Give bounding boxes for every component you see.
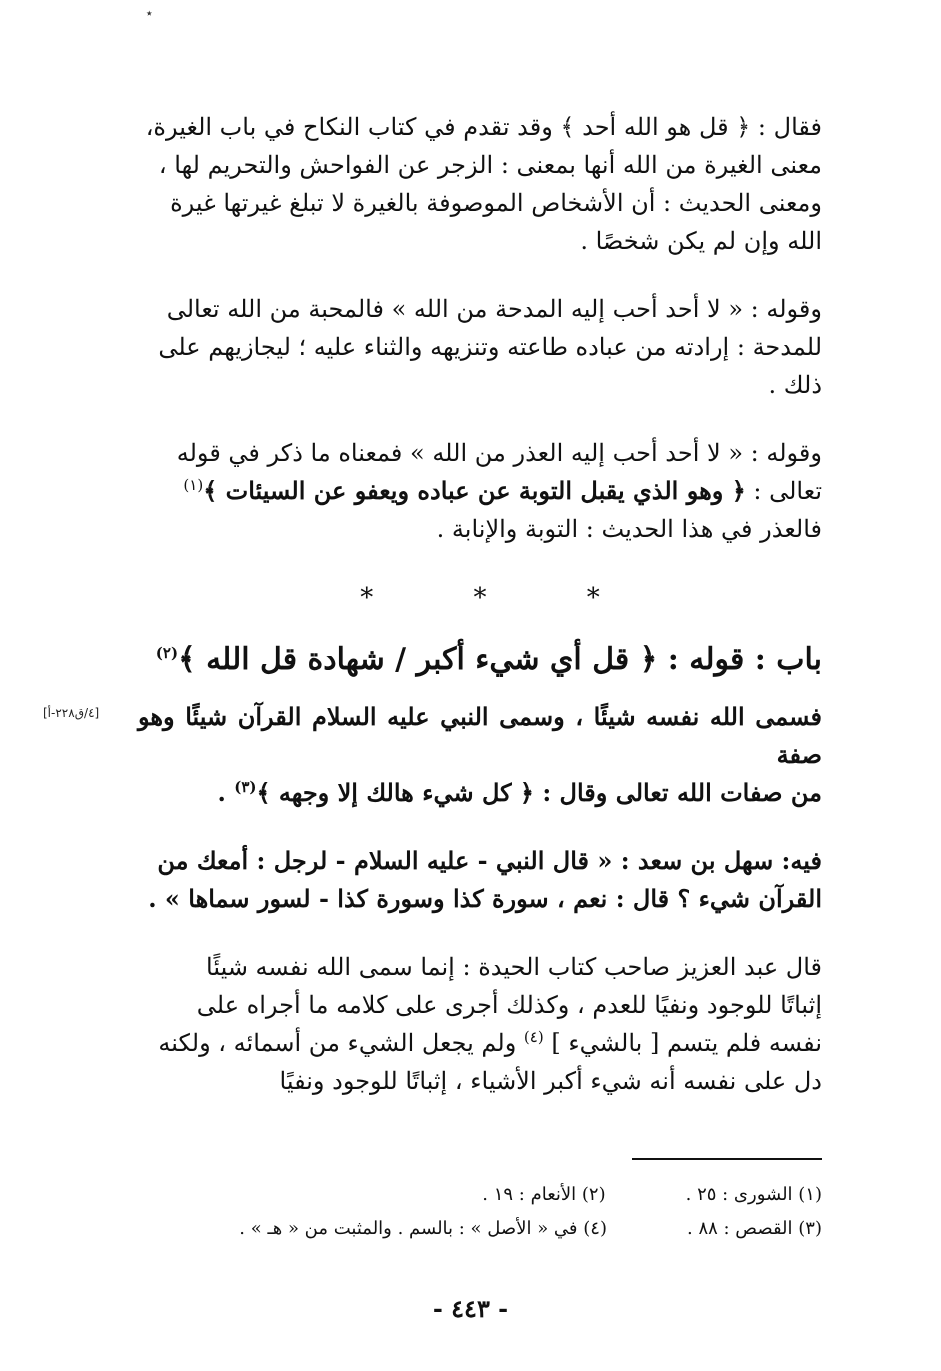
text-line: للمدحة : إرادته من عباده طاعته وتنزيهه والثناء عليه ؛ ليجازيهم على <box>158 333 822 361</box>
manuscript-folio-reference: [٤/ق٢٢٨-أ] <box>43 706 100 720</box>
footnote-row <box>180 1178 822 1212</box>
text-line: الله وإن لم يكن شخصًا . <box>580 227 822 255</box>
text-line: معنى الغيرة من الله أنها بمعنى : الزجر عن الفواحش والتحريم لها ، <box>158 151 822 179</box>
text-line: دل على نفسه أنه شيء أكبر الأشياء ، إثباتًا للوجود ونفيًا <box>279 1067 822 1095</box>
chapter-title-text: باب : قوله : ﴿ قل أي شيء أكبر / شهادة قل الله ﴾ <box>178 642 822 677</box>
text-line <box>138 472 822 510</box>
page-body <box>138 108 822 1100</box>
text-span: ولم يجعل الشيء من أسمائه ، ولكنه <box>158 1029 524 1057</box>
paragraph-5 <box>138 842 822 918</box>
text-line: فيه: سهل بن سعد : « قال النبي - عليه السلام - لرجل : أمعك من <box>157 846 822 875</box>
text-line: وقوله : « لا أحد أحب إليه المدحة من الله » فالمحبة من الله تعالى <box>166 295 822 323</box>
chapter-title <box>138 636 822 684</box>
paragraph-1 <box>138 108 822 260</box>
footnote-separator <box>632 1158 822 1160</box>
footnote-4: (٤) في « الأصل » : بالسم . والمثبت من « هـ » . <box>239 1218 607 1239</box>
footnotes <box>180 1178 822 1246</box>
section-divider-stars: * * * <box>360 583 646 613</box>
quran-quote: ﴿ وهو الذي يقبل التوبة عن عباده ويعفو عن السيئات ﴾ <box>203 476 746 505</box>
text-line: قال عبد العزيز صاحب كتاب الحيدة : إنما سمى الله نفسه شيئًا <box>206 953 822 981</box>
text-line: ذلك . <box>768 371 822 399</box>
paragraph-6 <box>138 948 822 1100</box>
footnote-marker: (٣) <box>234 778 257 796</box>
text-line <box>138 774 822 812</box>
footnote-row <box>180 1212 822 1246</box>
paragraph-3 <box>138 434 822 548</box>
paragraph-4 <box>138 698 822 812</box>
text-span: نفسه فلم يتسم [ بالشيء ] <box>543 1029 822 1057</box>
footnote-1: (١) الشورى : ٢٥ . <box>685 1184 822 1205</box>
text-span: . <box>217 778 235 807</box>
text-line: فسمى الله نفسه شيئًا ، وسمى النبي عليه السلام القرآن شيئًا وهو صفة <box>138 702 822 769</box>
page-number: - ٤٤٣ - <box>432 1294 509 1323</box>
footnote-marker: (٢) <box>155 644 179 662</box>
text-line: ومعنى الحديث : أن الأشخاص الموصوفة بالغيرة لا تبلغ غيرتها غيرة <box>170 189 822 217</box>
paragraph-2 <box>138 290 822 404</box>
stray-mark: ٭ <box>146 6 153 20</box>
footnote-marker: (٤) <box>523 1028 544 1046</box>
text-line: فقال : ﴿ قل هو الله أحد ﴾ وقد تقدم في كتاب النكاح في باب الغيرة، <box>145 113 822 141</box>
text-line: وقوله : « لا أحد أحب إليه العذر من الله » فمعناه ما ذكر في قوله <box>176 439 822 467</box>
text-line: فالعذر في هذا الحديث : التوبة والإنابة . <box>436 515 822 543</box>
text-line: القرآن شيء ؟ قال : نعم ، سورة كذا وسورة كذا - لسور سماها » . <box>148 884 822 913</box>
text-span: تعالى : <box>745 477 822 505</box>
text-line: إثباتًا للوجود ونفيًا للعدم ، وكذلك أجرى على كلامه ما أجراه على <box>196 991 822 1019</box>
footnote-marker: (١) <box>183 476 204 494</box>
text-span: من صفات الله تعالى وقال : ﴿ كل شيء هالك إلا وجهه ﴾ <box>256 778 822 807</box>
footnote-3: (٣) القصص : ٨٨ . <box>686 1218 822 1239</box>
text-line <box>138 1024 822 1062</box>
footnote-2: (٢) الأنعام : ١٩ . <box>482 1184 606 1205</box>
